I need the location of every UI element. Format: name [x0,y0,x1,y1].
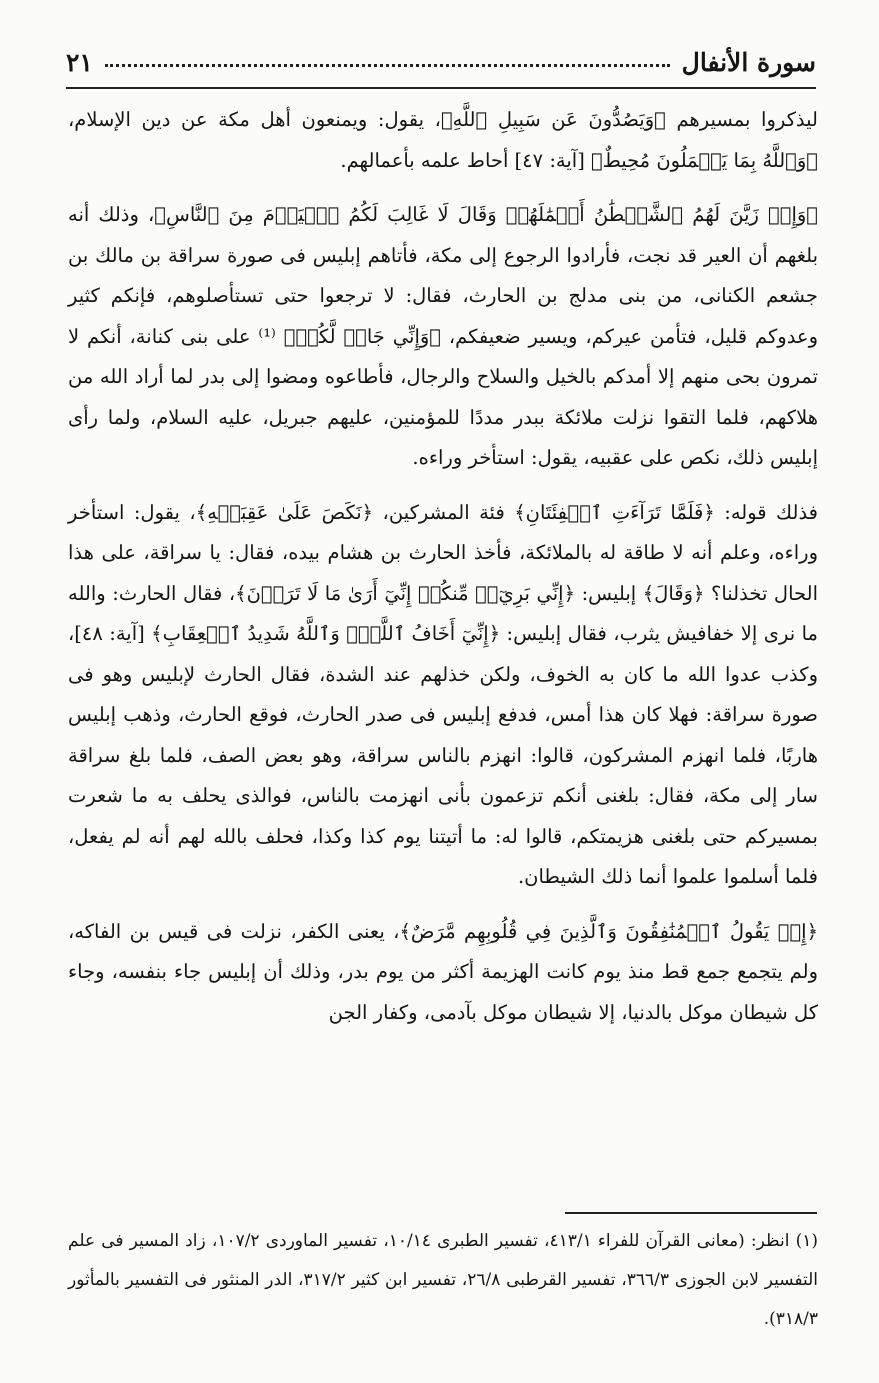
footnotes [68,1222,818,1339]
paragraph: ﴿وَإِذۡ زَيَّنَ لَهُمُ ٱلشَّيۡطَٰنُ أَعۡمَٰلَهُمۡ وَقَالَ لَا غَالِبَ لَكُمُ ٱلۡيَوۡمَ مِنَ ٱلنَّاسِ﴾، وذلك أنه بلغهم أن العير قد نجت، فأرادوا الرجوع إلى مكة، فأتاهم إبليس فى صورة سراقة بن مالك بن جشعم الكنانى، من بنى مدلج بن الحارث، فقال: لا ترجعوا حتى تستأصلوهم، فإنكم كثير وعدوكم قليل، فتأمن عيركم، ويسير ضعيفكم، ﴿وَإِنِّي جَارٞ لَّكُمۡ﴾ ⁽¹⁾ على بنى كنانة، أنكم لا تمرون بحى منهم إلا أمدكم بالخيل والسلاح والرجال، فأطاعوه ومضوا إلى بدر لما أراد الله من هلاكهم، فلما التقوا نزلت ملائكة ببدر مددًا للمؤمنين، عليهم جبريل، عليه السلام، ولما رأى إبليس ذلك، نكص على عقبيه، يقول: استأخر وراءه. [68,203,818,469]
footnote-divider [565,1212,817,1214]
page-number: ٢١ [66,47,93,77]
surah-title: سورة الأنفال [681,47,816,77]
paragraph: ﴿إِذۡ يَقُولُ ٱلۡمُنَٰفِقُونَ وَٱلَّذِينَ فِي قُلُوبِهِم مَّرَضٌ﴾، يعنى الكفر، نزلت فى قيس بن الفاكه، ولم يتجمع جمع قط منذ يوم كانت الهزيمة أكثر من يوم بدر، وذلك أن إبليس جاء بنفسه، وجاء كل شيطان موكل بالدنيا، إلا شيطان موكل بآدمى، وكفار الجن [68,919,818,1024]
paragraph: فذلك قوله: ﴿فَلَمَّا تَرَآءَتِ ٱلۡفِئَتَانِ﴾ فئة المشركين، ﴿نَكَصَ عَلَىٰ عَقِبَيۡهِ﴾، يقول: استأخر وراءه، وعلم أنه لا طاقة له بالملائكة، فأخذ الحارث بن هشام بيده، فقال: يا سراقة، على هذا الحال تخذلنا؟ ﴿وَقَالَ﴾ إبليس: ﴿إِنِّي بَرِيٓءٞ مِّنكُمۡ إِنِّيٓ أَرَىٰ مَا لَا تَرَوۡنَ﴾، فقال الحارث: والله ما نرى إلا خفافيش يثرب، فقال إبليس: ﴿إِنِّيٓ أَخَافُ ٱللَّهَۚ وَٱللَّهُ شَدِيدُ ٱلۡعِقَابِ﴾ [آية: ٤٨]، وكذب عدوا الله ما كان به الخوف، ولكن خذلهم عند الشدة، فقال الحارث لإبليس وهو فى صورة سراقة: فهلا كان هذا أمس، فدفع إبليس فى صدر الحارث، فوقع الحارث، وذهب إبليس هاربًا، فلما انهزم المشركون، قالوا: انهزم بالناس سراقة، وهو بعض الصف، فلما بلغ سراقة سار إلى مكة، فقال: بلغنى أنكم تزعمون بأنى انهزمت بالناس، فوالذى يحلف به ما شعرت بمسيركم حتى بلغنى هزيمتكم، قالوا له: ما أتيتنا يوم كذا وكذا، فحلف بالله لهم أنه لم يفعل، فلما أسلموا علموا أنما ذلك الشيطان. [68,500,818,888]
main-text [68,100,818,1033]
page-header [66,42,816,82]
header-dot-leader [105,42,670,67]
paragraph: ليذكروا بمسيرهم ﴿وَيَصُدُّونَ عَن سَبِيلِ ٱللَّهِ﴾، يقول: ويمنعون أهل مكة عن دين الإسلام، ﴿وَٱللَّهُ بِمَا يَعۡمَلُونَ مُحِيطٌ﴾ [آية: ٤٧] أحاط علمه بأعمالهم. [68,108,818,172]
header-divider [66,87,816,89]
footnote: (١) انظر: (معانى القرآن للفراء ٤١٣/١، تفسير الطبرى ١٠/١٤، تفسير الماوردى ١٠٧/٢، زاد المسير فى علم التفسير لابن الجوزى ٣٦٦/٣، تفسير القرطبى ٢٦/٨، تفسير ابن كثير ٣١٧/٢، الدر المنثور فى التفسير بالمأثور ٣١٨/٣). [68,1231,819,1329]
